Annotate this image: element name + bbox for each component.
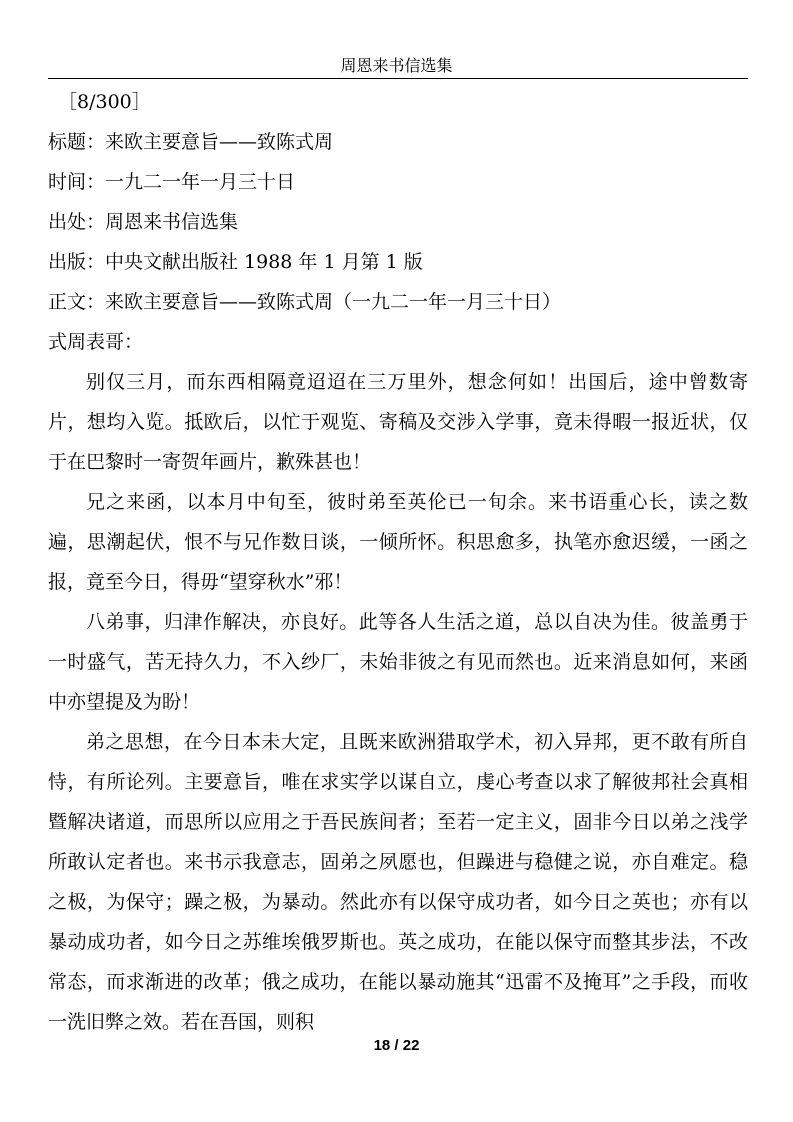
letter-salutation: 式周表哥： [48,331,144,353]
meta-title: 标题：来欧主要意旨——致陈式周 [48,131,334,153]
page-content [48,82,748,1042]
letter-paragraph: 兄之来函，以本月中旬至，彼时弟至英伦已一旬余。来书语重心长，读之数遍，思潮起伏，恨不与兄作数日谈，一倾所怀。积思愈多，执笔亦愈迟缓，一函之报，竟至今日，得毋“望穿秋水”邪！ [48,491,748,593]
header-divider [48,78,748,79]
meta-source: 出处：周恩来书信选集 [48,211,239,233]
meta-time: 时间：一九二一年一月三十日 [48,171,296,193]
record-index: ［8/300］ [58,91,151,113]
running-header-title: 周恩来书信选集 [340,56,453,75]
page-number: 18 / 22 [373,1037,420,1054]
letter-paragraph: 别仅三月，而东西相隔竟迢迢在三万里外，想念何如！出国后，途中曾数寄片，想均入览。抵欧后，以忙于观览、寄稿及交涉入学事，竟未得暇一报近状，仅于在巴黎时一寄贺年画片，歉殊甚也！ [48,371,748,473]
meta-body-heading: 正文：来欧主要意旨——致陈式周（一九二一年一月三十日） [48,291,562,313]
letter-paragraph: 弟之思想，在今日本未大定，且既来欧洲猎取学术，初入异邦，更不敢有所自恃，有所论列。主要意旨，唯在求实学以谋自立，虔心考查以求了解彼邦社会真相暨解决诸道，而思所以应用之于吾民族间者；至若一定主义，固非今日以弟之浅学所敢认定者也。来书示我意志，固弟之夙愿也，但躁进与稳健之说，亦自难定。稳之极，为保守；躁之极，为暴动。然此亦有以保守成功者，如今日之英也；亦有以暴动成功者，如今日之苏维埃俄罗斯也。英之成功，在能以保守而整其步法，不改常态，而求渐进的改革；俄之成功，在能以暴动施其“迅雷不及掩耳”之手段，而收一洗旧弊之效。若在吾国，则积 [48,731,748,1033]
letter-paragraph: 八弟事，归津作解决，亦良好。此等各人生活之道，总以自决为佳。彼盖勇于一时盛气，苦无持久力，不入纱厂，未始非彼之有见而然也。近来消息如何，来函中亦望提及为盼！ [48,611,748,713]
meta-publisher: 出版：中央文献出版社 1988 年 1 月第 1 版 [48,251,423,273]
